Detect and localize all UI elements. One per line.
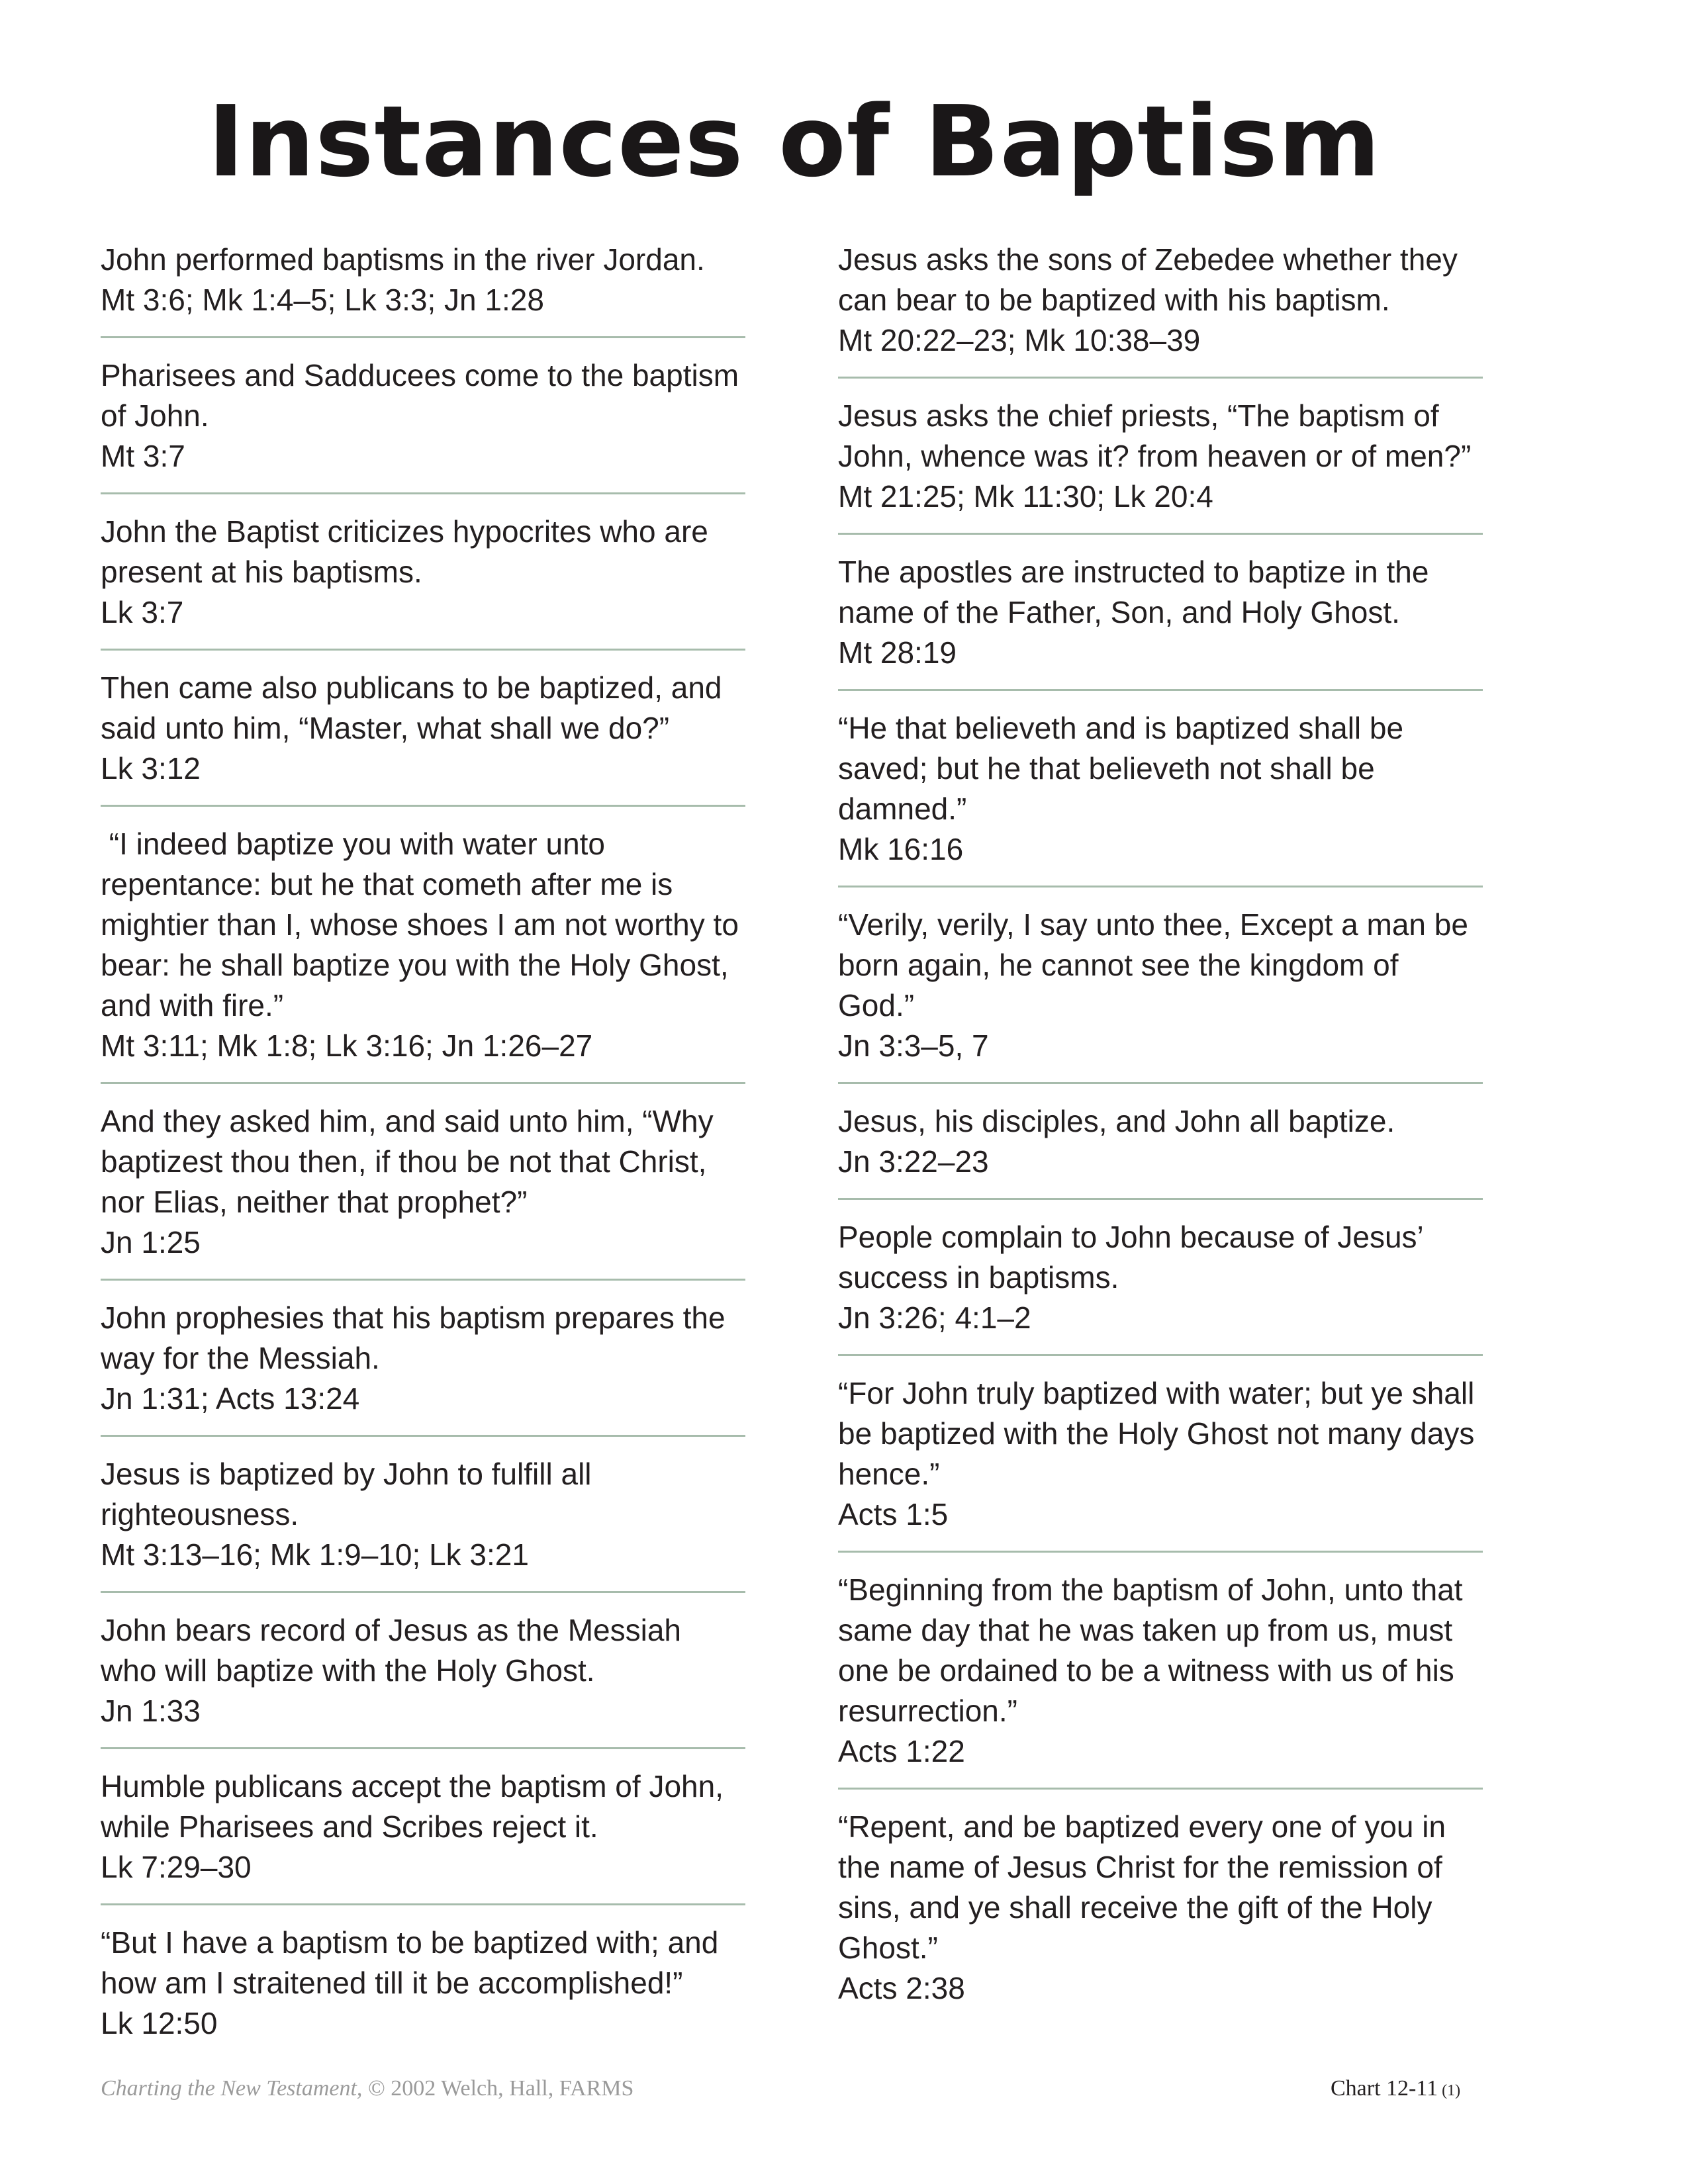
footer-copyright: © 2002 Welch, Hall, FARMS (362, 2076, 634, 2101)
entry (101, 1435, 745, 1591)
entry-reference: Lk 7:29–30 (101, 1850, 252, 1884)
entry (101, 336, 745, 492)
entry (838, 689, 1483, 886)
entry-reference: Mt 3:11; Mk 1:8; Lk 3:16; Jn 1:26–27 (101, 1028, 593, 1063)
entry-reference: Jn 1:25 (101, 1225, 201, 1259)
footer-credit (101, 2076, 633, 2101)
entry-reference: Mk 16:16 (838, 832, 964, 866)
entry-text: John performed baptisms in the river Jordan. (101, 242, 705, 277)
entry-text: Then came also publicans to be baptized, and said unto him, “Master, what shall we do?” (101, 670, 722, 745)
entry-text: “For John truly baptized with water; but ye shall be baptized with the Holy Ghost not many days hence.” (838, 1376, 1475, 1491)
entry-reference: Jn 1:31; Acts 13:24 (101, 1381, 360, 1416)
entry-text: “But I have a baptism to be baptized with; and how am I straitened till it be accomplished!” (101, 1925, 719, 2000)
entry (838, 1551, 1483, 1788)
entry (838, 1198, 1483, 1354)
entry-text: Jesus is baptized by John to fulfill all righteousness. (101, 1457, 592, 1531)
entry-reference: Jn 3:3–5, 7 (838, 1028, 989, 1063)
entry-text: John prophesies that his baptism prepares the way for the Messiah. (101, 1300, 726, 1375)
entry (838, 1354, 1483, 1551)
entry-text: John bears record of Jesus as the Messiah who will baptize with the Holy Ghost. (101, 1613, 682, 1688)
entry-reference: Lk 3:7 (101, 595, 184, 629)
entry-text: Jesus, his disciples, and John all baptize. (838, 1104, 1395, 1138)
entry (101, 1082, 745, 1279)
entry-reference: Acts 1:5 (838, 1497, 949, 1531)
entry-reference: Lk 12:50 (101, 2006, 218, 2040)
entry-text: Humble publicans accept the baptism of John, while Pharisees and Scribes reject it. (101, 1769, 724, 1844)
entry-reference: Mt 3:13–16; Mk 1:9–10; Lk 3:21 (101, 1537, 529, 1572)
entry-text: “Beginning from the baptism of John, unto that same day that he was taken up from us, must one be ordained to be a witness with us of his resurrection.” (838, 1572, 1463, 1728)
entry-text: “He that believeth and is baptized shall be saved; but he that believeth not shall be damned.” (838, 711, 1404, 826)
entry-text: “Verily, verily, I say unto thee, Except a man be born again, he cannot see the kingdom of God.” (838, 907, 1468, 1023)
entry-text: Jesus asks the chief priests, “The baptism of John, whence was it? from heaven or of men?” (838, 398, 1472, 473)
entry-text: Pharisees and Sadducees come to the baptism of John. (101, 358, 739, 433)
entry-text: “I indeed baptize you with water unto repentance: but he that cometh after me is mightier than I, whose shoes I am not worthy to bear: he shall baptize you with the Holy Ghost, and with fire.” (101, 827, 747, 1023)
entry-reference: Acts 1:22 (838, 1734, 965, 1768)
entry (101, 1591, 745, 1747)
entry (838, 238, 1483, 377)
entry (101, 1747, 745, 1903)
entry (838, 1788, 1483, 2025)
entry-reference: Mt 3:7 (101, 439, 185, 473)
entry-reference: Mt 20:22–23; Mk 10:38–39 (838, 323, 1201, 357)
entry (838, 533, 1483, 689)
entry (101, 1279, 745, 1435)
entry (838, 886, 1483, 1082)
entry-text: The apostles are instructed to baptize in the name of the Father, Son, and Holy Ghost. (838, 555, 1429, 629)
entry-reference: Mt 28:19 (838, 635, 957, 670)
right-column (838, 238, 1483, 2025)
entry-reference: Jn 3:22–23 (838, 1144, 989, 1179)
entry (838, 377, 1483, 533)
entry (101, 649, 745, 805)
left-column (101, 238, 745, 2060)
entry-reference: Jn 3:26; 4:1–2 (838, 1300, 1031, 1335)
entry-text: People complain to John because of Jesus’ success in baptisms. (838, 1220, 1423, 1295)
entry (101, 238, 745, 336)
entry-reference: Mt 3:6; Mk 1:4–5; Lk 3:3; Jn 1:28 (101, 283, 544, 317)
chart-suffix: (1) (1438, 2082, 1461, 2099)
entry-text: And they asked him, and said unto him, “Why baptizest thou then, if thou be not that Christ, nor Elias, neither that prophet?” (101, 1104, 714, 1219)
entry (838, 1082, 1483, 1198)
entry-reference: Lk 3:12 (101, 751, 201, 786)
page-title: Instances of Baptism (207, 85, 1382, 199)
entry-reference: Mt 21:25; Mk 11:30; Lk 20:4 (838, 479, 1213, 514)
entry (101, 805, 745, 1082)
footer-book-title: Charting the New Testament, (101, 2076, 363, 2101)
footer-chart-number (1331, 2076, 1460, 2101)
entry (101, 1903, 745, 2060)
entry-text: Jesus asks the sons of Zebedee whether they can bear to be baptized with his baptism. (838, 242, 1458, 317)
entry (101, 492, 745, 649)
entry-text: John the Baptist criticizes hypocrites who are present at his baptisms. (101, 514, 708, 589)
entry-reference: Acts 2:38 (838, 1971, 965, 2005)
entry-reference: Jn 1:33 (101, 1694, 201, 1728)
entry-text: “Repent, and be baptized every one of you in the name of Jesus Christ for the remission of sins, and ye shall receive the gift of the Holy Ghost.” (838, 1809, 1446, 1965)
chart-label: Chart 12-11 (1331, 2076, 1438, 2101)
